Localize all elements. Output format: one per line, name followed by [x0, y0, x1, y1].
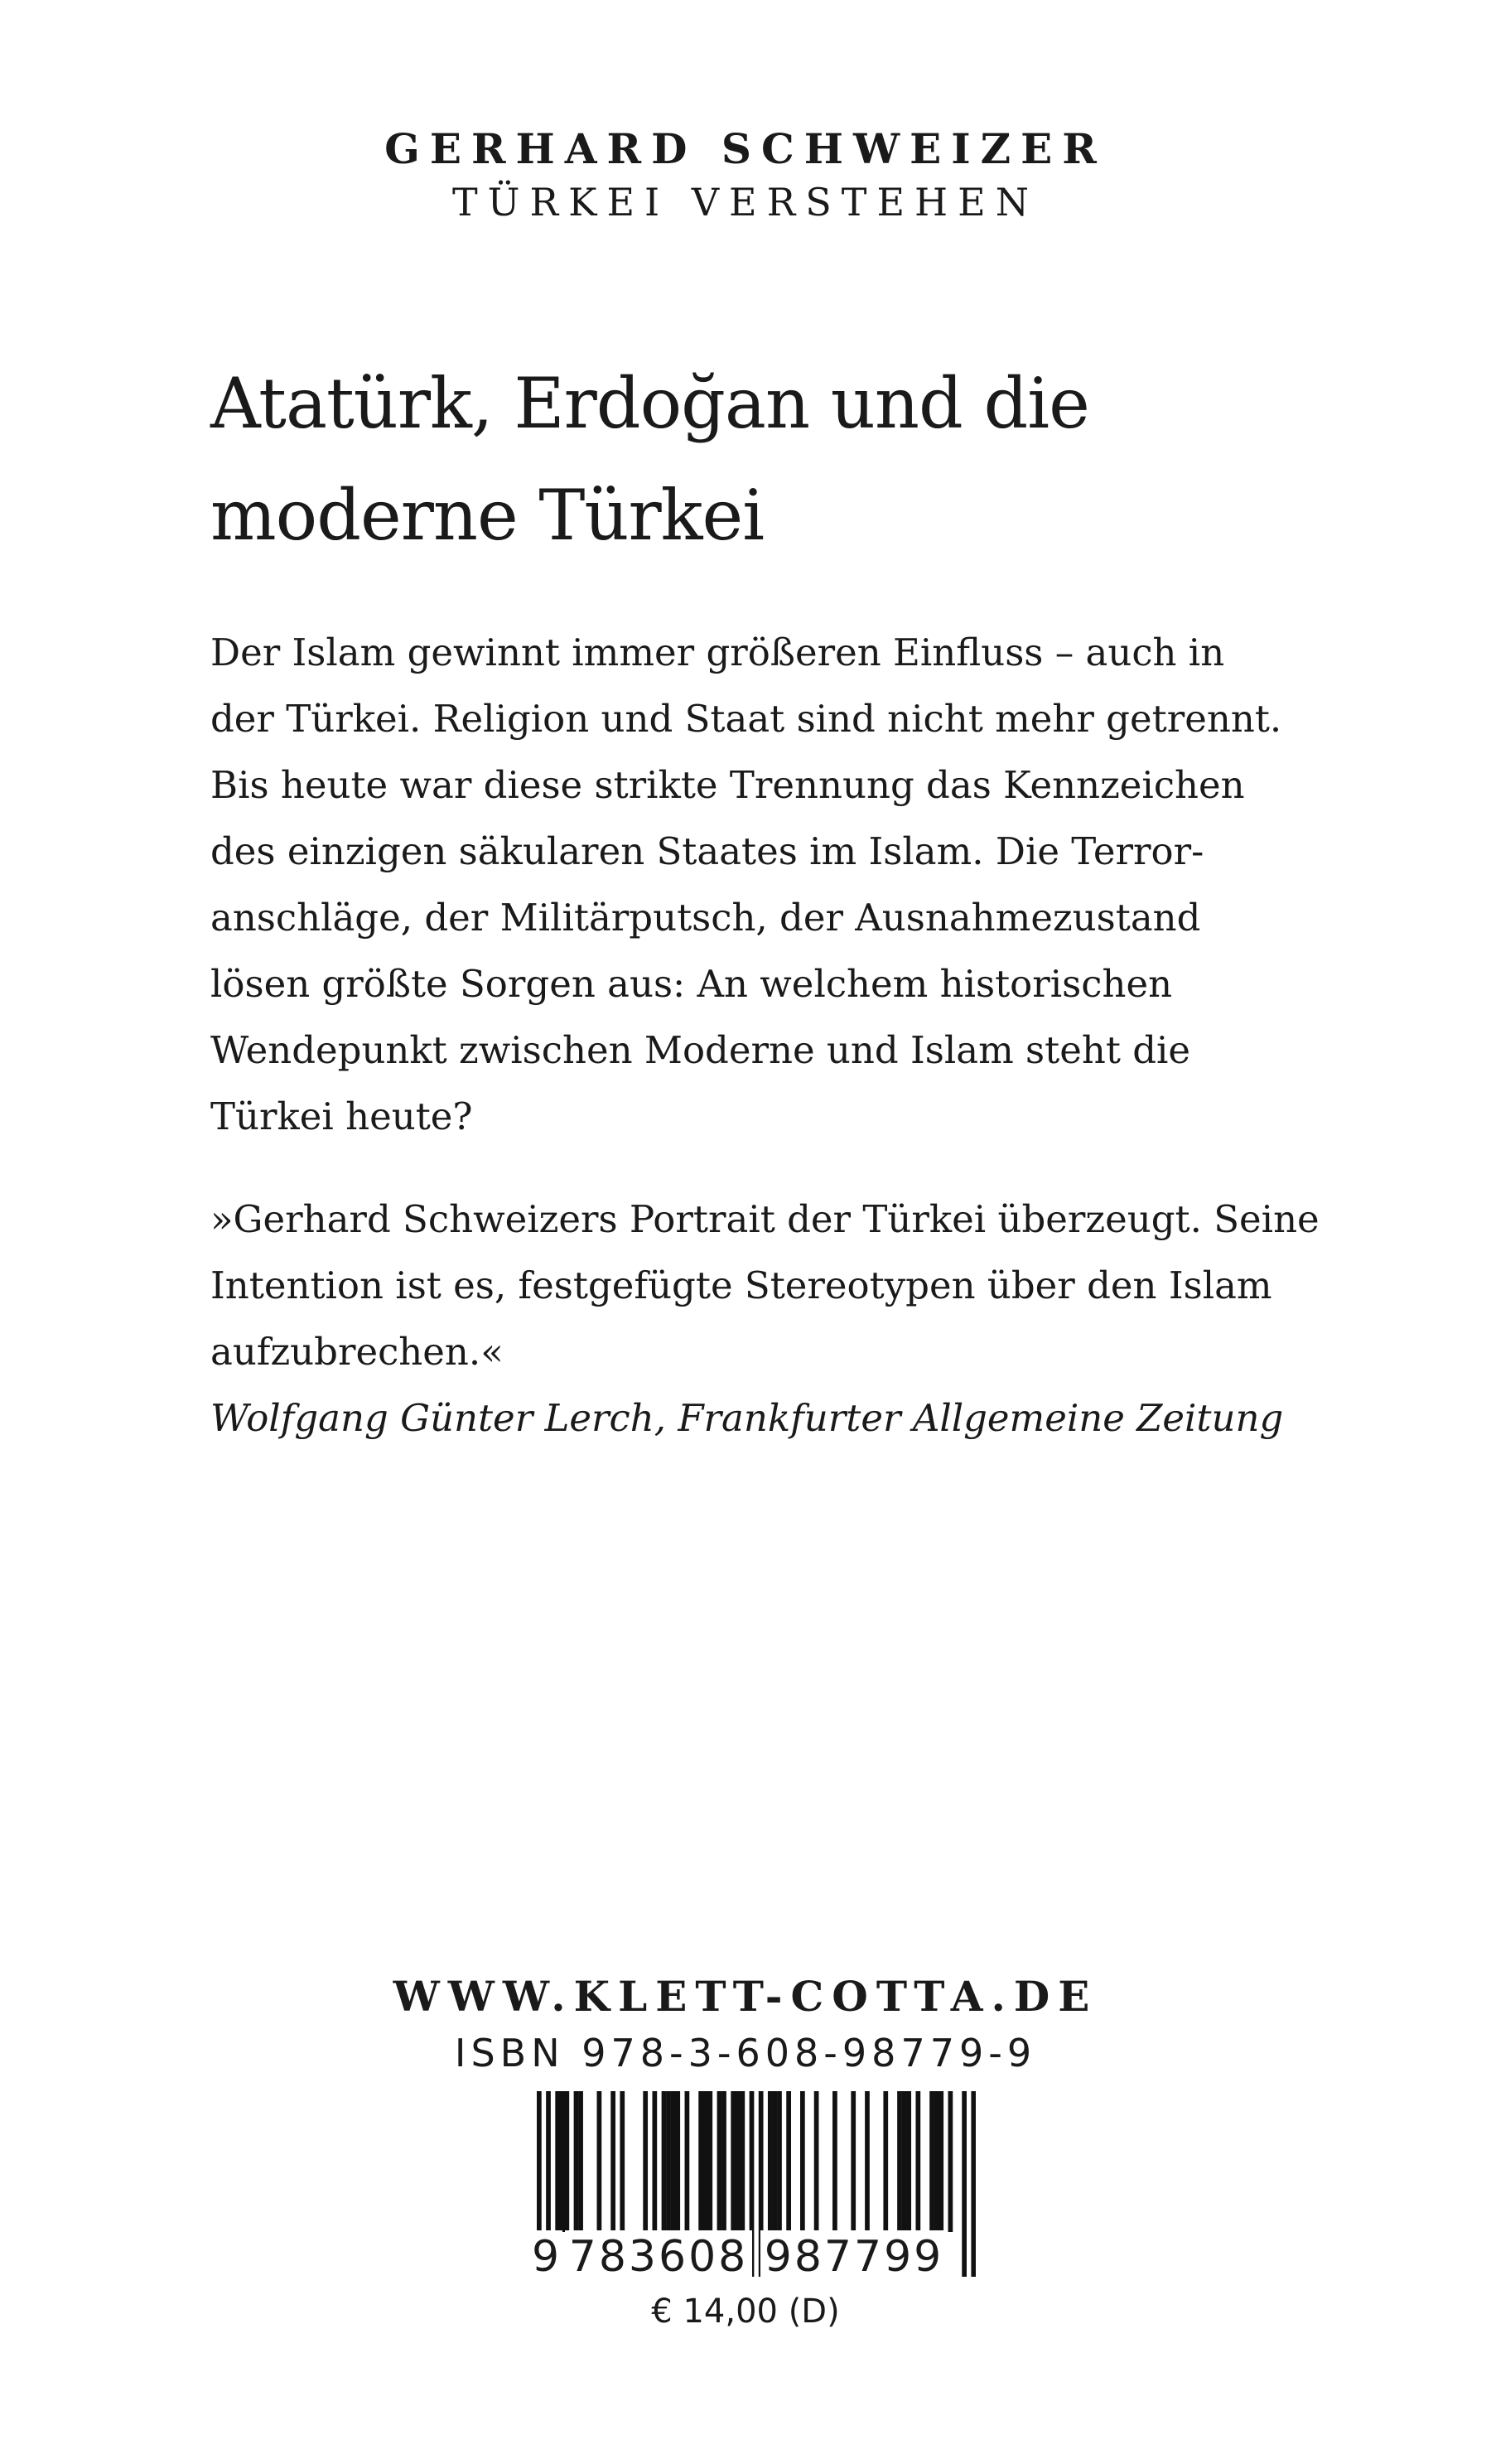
blurb-line: Wendepunkt zwischen Moderne und Islam steht die: [210, 1028, 1191, 1072]
cover-header: [0, 123, 1491, 229]
barcode-bar: [721, 2091, 726, 2232]
barcode-bar: [610, 2091, 615, 2232]
barcode-bar: [736, 2091, 741, 2232]
barcode-bar: [786, 2091, 791, 2232]
price-label: € 14,00 (D): [651, 2292, 840, 2331]
barcode-bar: [620, 2091, 625, 2232]
blurb-line: lösen größte Sorgen aus: An welchem historischen: [210, 962, 1173, 1006]
barcode-bar: [939, 2091, 943, 2232]
barcode-bar: [685, 2091, 690, 2232]
blurb-paragraph: [210, 620, 1370, 1150]
barcode-bar: [814, 2091, 819, 2232]
barcode-bar: [800, 2091, 805, 2232]
barcode-bar: [597, 2091, 602, 2232]
publisher-website: WWW.KLETT-COTTA.DE: [393, 1972, 1098, 2021]
barcode-first-digit: 9: [532, 2230, 562, 2283]
barcode-bar: [731, 2091, 736, 2232]
barcode-bar: [675, 2091, 680, 2232]
blurb-line: anschläge, der Militärputsch, der Ausnahmezustand: [210, 896, 1201, 940]
book-title: [210, 348, 1370, 572]
quote-attribution: Wolfgang Günter Lerch, Frankfurter Allgemeine Zeitung: [210, 1396, 1284, 1440]
barcode-bar: [555, 2091, 560, 2232]
barcode-bar: [851, 2091, 856, 2232]
barcode-bar: [574, 2091, 579, 2232]
title-line: Atatürk, Erdoğan und die: [210, 363, 1089, 444]
blurb-line: Bis heute war diese strikte Trennung das Kennzeichen: [210, 763, 1245, 807]
barcode-bar: [777, 2091, 782, 2232]
barcode-bar: [662, 2091, 667, 2232]
barcode-bar: [768, 2091, 773, 2232]
isbn-number: ISBN 978-3-608-98779-9: [454, 2031, 1037, 2075]
title-line: moderne Türkei: [210, 475, 765, 556]
barcode-right-group: 987799: [760, 2230, 948, 2283]
barcode-bar: [915, 2091, 920, 2232]
barcode-bar: [671, 2091, 676, 2232]
barcode-bar: [865, 2091, 870, 2232]
quote-line: aufzubrechen.«: [210, 1330, 504, 1374]
author-name: GERHARD SCHWEIZER: [384, 124, 1107, 173]
barcode-bar: [948, 2091, 953, 2232]
barcode-bar: [832, 2091, 837, 2232]
barcode-bar: [578, 2091, 583, 2232]
quote-line: »Gerhard Schweizers Portrait der Türkei überzeugt. Seine: [210, 1197, 1320, 1241]
series-title: TÜRKEI VERSTEHEN: [452, 180, 1039, 225]
barcode-bar: [934, 2091, 939, 2232]
barcode-bar: [666, 2091, 671, 2232]
blurb-line: Türkei heute?: [210, 1094, 473, 1138]
barcode-bar: [902, 2091, 907, 2232]
barcode-bar: [929, 2091, 934, 2232]
blurb-line: des einzigen säkularen Staates im Islam. Die Terror-: [210, 829, 1204, 873]
barcode-bar: [883, 2091, 888, 2232]
barcode-bar: [643, 2091, 648, 2232]
barcode-bar: [740, 2091, 745, 2232]
blurb-line: Der Islam gewinnt immer größeren Einfluss – auch in: [210, 630, 1225, 674]
barcode-left-group: 783608: [565, 2230, 752, 2283]
barcode-bar: [703, 2091, 708, 2232]
barcode-bar: [652, 2091, 657, 2232]
quote-line: Intention ist es, festgefügte Stereotypen über den Islam: [210, 1263, 1272, 1307]
review-quote: [210, 1186, 1370, 1452]
barcode-bar: [897, 2091, 902, 2232]
barcode-bar: [560, 2091, 565, 2232]
barcode-bar: [717, 2091, 722, 2232]
barcode-digits: [532, 2230, 979, 2283]
blurb-line: der Türkei. Religion und Staat sind nicht mehr getrennt.: [210, 697, 1282, 741]
barcode-bar: [698, 2091, 703, 2232]
barcode-bar: [773, 2091, 778, 2232]
barcode-bar: [707, 2091, 712, 2232]
barcode-bar: [906, 2091, 911, 2232]
barcode-bar: [564, 2091, 569, 2232]
